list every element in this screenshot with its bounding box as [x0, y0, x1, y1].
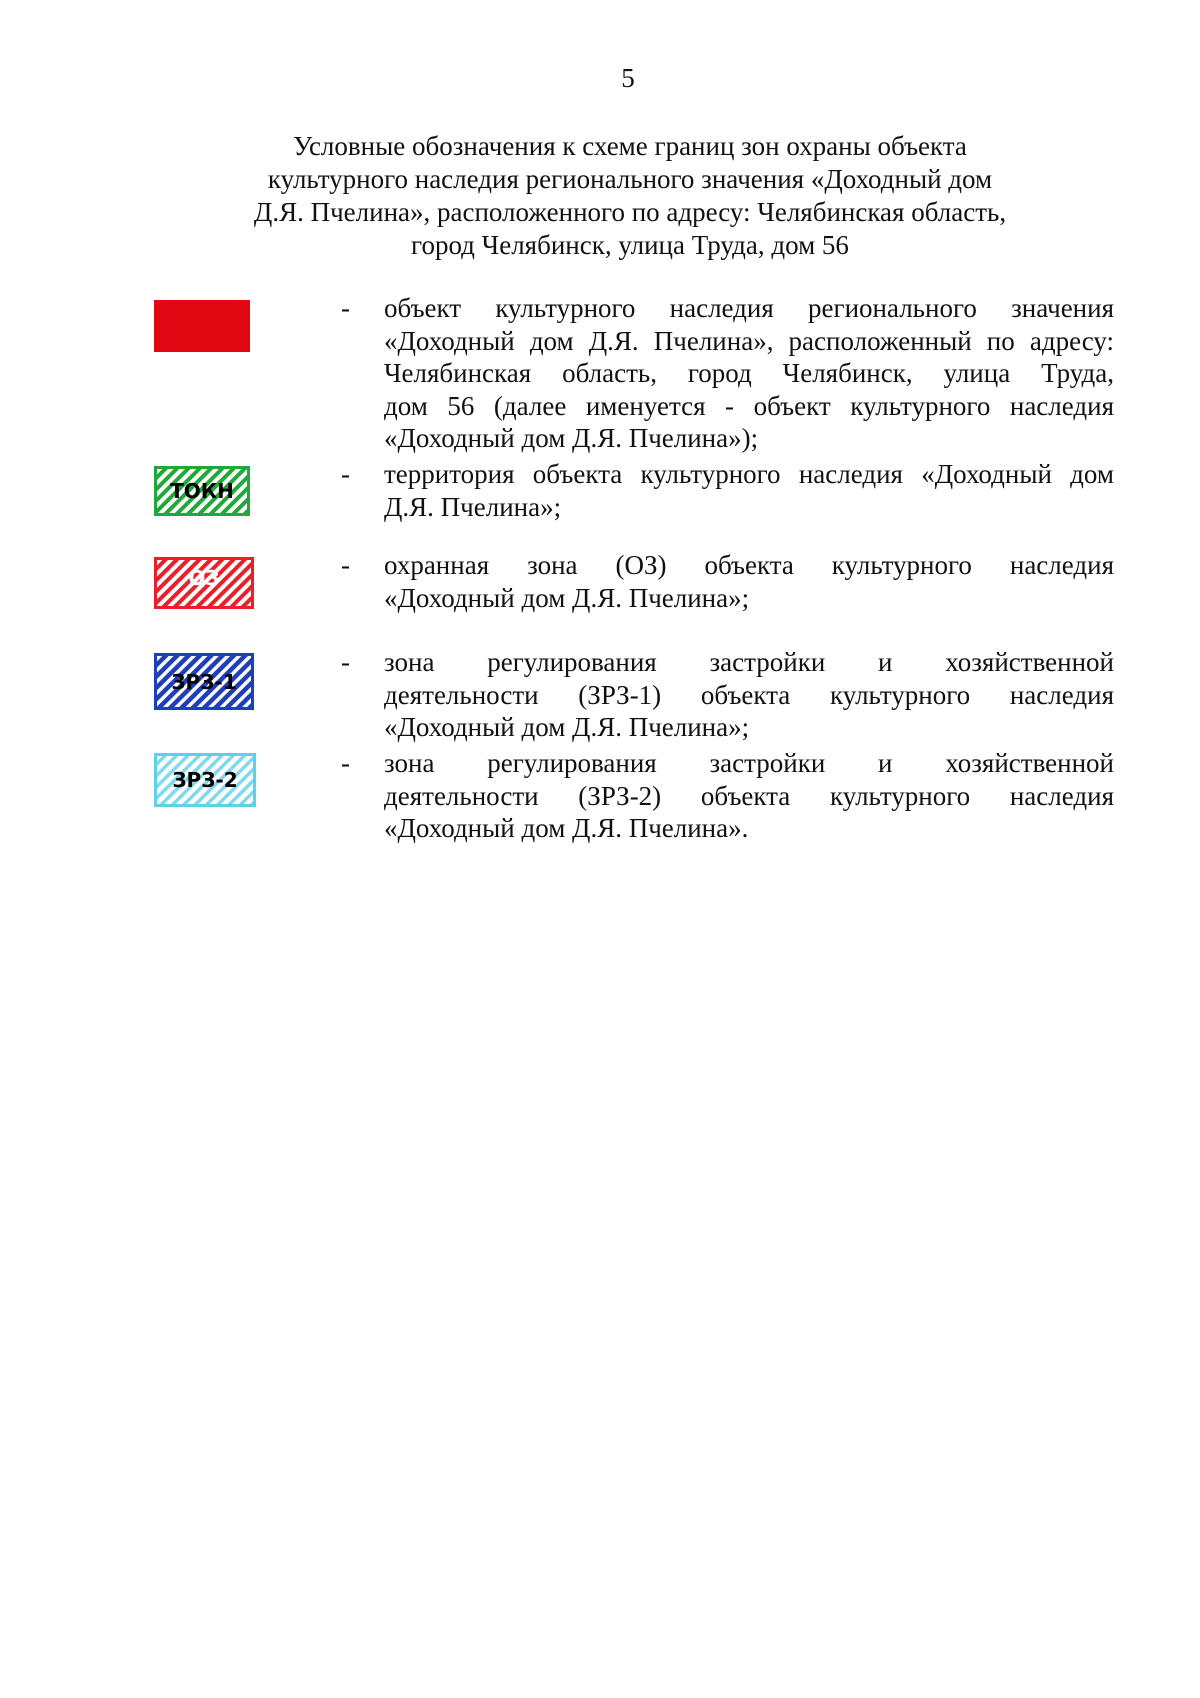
legend-dash: - [341, 748, 350, 778]
legend-description-line: Д.Я. Пчелина»; [384, 491, 562, 522]
legend-description-line: «Доходный дом Д.Я. Пчелина»); [384, 423, 759, 453]
legend-description-line: «Доходный дом Д.Я. Пчелина». [384, 813, 749, 843]
swatch-zrz-1 [154, 653, 254, 710]
swatch-protection-zone [154, 557, 254, 609]
legend-description-line: охранная зона (ОЗ) объекта культурного наследия [384, 550, 1114, 580]
legend-description-line: Челябинская область, город Челябинск, улица Труда, [384, 358, 1114, 388]
legend-description [384, 549, 1114, 614]
title-line: Д.Я. Пчелина», расположенного по адресу: Челябинская область, [253, 197, 1007, 227]
title-line: культурного наследия регионального значения «Доходный дом [267, 164, 993, 194]
title-line: Условные обозначения к схеме границ зон охраны объекта [293, 131, 967, 161]
title-line: город Челябинск, улица Труда, дом 56 [411, 230, 849, 260]
swatch-label-territory: ТОКН [170, 479, 234, 503]
legend-description-line: «Доходный дом Д.Я. Пчелина»; [384, 582, 750, 613]
swatch-label-protection-zone: ОЗ [188, 566, 220, 590]
legend-dash: - [341, 647, 350, 677]
legend-description-line: «Доходный дом Д.Я. Пчелина», расположенный по адресу: [384, 325, 1114, 356]
swatch-zrz-2 [154, 753, 256, 807]
document-title [200, 130, 1060, 262]
swatch-label-zrz-2: ЗРЗ-2 [172, 768, 238, 792]
legend-description-line: дом 56 (далее именуется - объект культурного наследия [384, 390, 1114, 421]
legend-description-line: деятельности (ЗРЗ-2) объекта культурного наследия [384, 780, 1114, 811]
swatch-label-zrz-1: ЗРЗ-1 [171, 670, 237, 694]
legend-dash: - [341, 293, 350, 323]
legend-description [384, 646, 1114, 744]
legend-description-line: зона регулирования застройки и хозяйственной [384, 748, 1114, 778]
legend-description [384, 458, 1114, 523]
page-number: 5 [621, 63, 635, 93]
legend-description-line: зона регулирования застройки и хозяйственной [384, 647, 1114, 677]
swatch-heritage-object [154, 300, 250, 352]
legend-dash: - [341, 459, 350, 489]
legend-dash: - [341, 550, 350, 580]
swatch-territory [154, 466, 250, 516]
legend-description-line: деятельности (ЗРЗ-1) объекта культурного наследия [384, 679, 1114, 710]
legend-description-line: объект культурного наследия регионального значения [384, 293, 1114, 323]
legend-description-line: «Доходный дом Д.Я. Пчелина»; [384, 712, 750, 742]
legend-description-line: территория объекта культурного наследия «Доходный дом [384, 459, 1114, 489]
legend-description [384, 292, 1114, 455]
legend-description [384, 747, 1114, 845]
